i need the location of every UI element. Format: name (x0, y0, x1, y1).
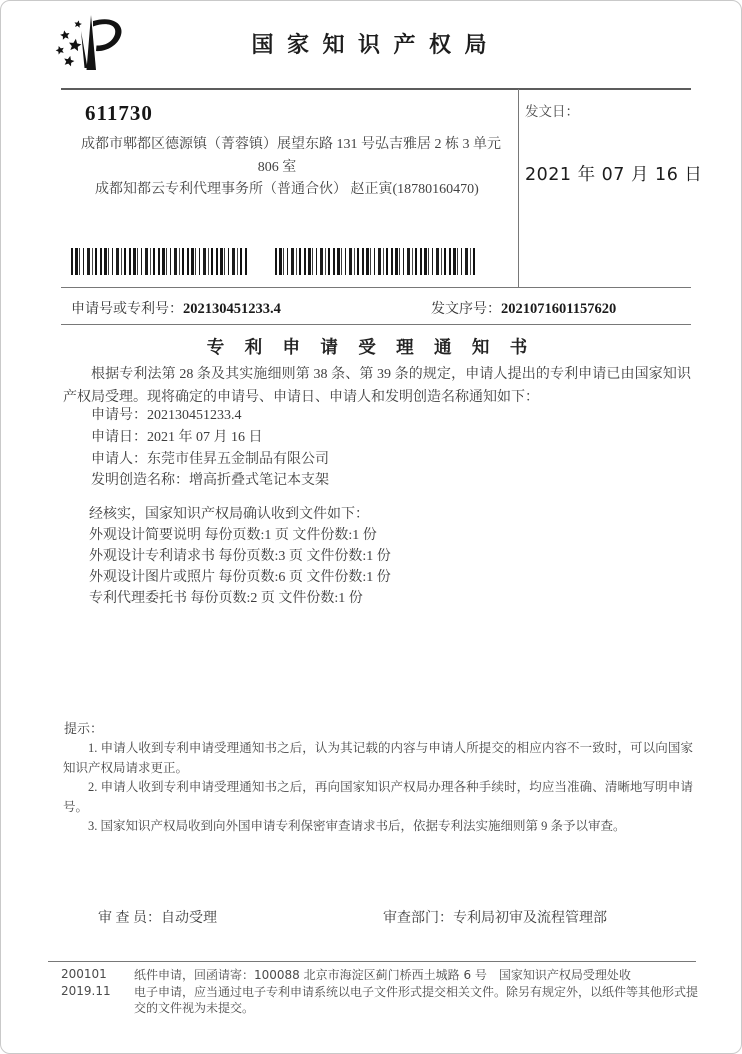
field-label: 申请人： (91, 451, 147, 467)
note-item: 2. 申请人收到专利申请受理通知书之后，再向国家知识产权局办理各种手续时，均应当准确、清晰地写明申请号。 (63, 780, 693, 814)
footer-paper-filing-note: 纸件申请，回函请寄：100088 北京市海淀区蓟门桥西土城路 6 号 国家知识产权局受理处收 (134, 968, 631, 982)
field-row-applicant (91, 449, 329, 471)
received-docs-intro: 经核实，国家知识产权局确认收到文件如下： (89, 507, 369, 522)
examiner-label: 审 查 员： (98, 911, 161, 926)
field-label: 申请号： (91, 408, 147, 423)
field-value: 202130451233.4 (147, 408, 242, 423)
application-fields (91, 405, 329, 492)
application-number-label: 申请号或专利号： (71, 302, 183, 317)
field-row-application-date (91, 427, 329, 449)
document-line: 外观设计简要说明 每份页数:1 页 文件份数:1 份 (89, 528, 377, 543)
serial-number-row (431, 298, 616, 318)
barcode-right (275, 248, 477, 275)
issue-date-label: 发文日： (525, 104, 579, 119)
barcode-left (71, 248, 247, 275)
examiner-row (98, 907, 217, 927)
department-label: 审查部门： (383, 911, 453, 926)
field-value: 2021 年 07 月 16 日 (147, 429, 263, 445)
application-number-value: 202130451233.4 (183, 301, 281, 317)
field-row-invention-name (91, 470, 329, 492)
date-box-divider (518, 89, 519, 287)
org-title: 国 家 知 识 产 权 局 (251, 32, 491, 57)
department-value: 专利局初审及流程管理部 (453, 911, 607, 926)
received-documents (89, 504, 391, 609)
notes-list (63, 739, 693, 837)
footer-electronic-filing-note: 电子申请，应当通过电子专利申请系统以电子文件形式提交相关文件。除另有规定外，以纸件等其他形式提交的文件视为未提交。 (134, 984, 699, 1015)
document-line: 专利代理委托书 每份页数:2 页 文件份数:1 份 (89, 591, 363, 606)
examiner-value: 自动受理 (161, 911, 217, 926)
recipient-postcode: 611730 (85, 101, 153, 125)
serial-number-label: 发文序号： (431, 302, 501, 317)
document-line: 外观设计图片或照片 每份页数:6 页 文件份数:1 份 (89, 570, 391, 585)
header-rule (61, 88, 691, 90)
document-line: 外观设计专利请求书 每份页数:3 页 文件份数:1 份 (89, 549, 391, 564)
note-item: 3. 国家知识产权局收到向外国申请专利保密审查请求书后，依据专利法实施细则第 9 条予以审查。 (88, 819, 626, 833)
recipient-address-line-2: 806 室 (257, 160, 297, 175)
recipient-agency-line: 成都知都云专利代理事务所（普通合伙） 赵正寅(18780160470) (95, 182, 479, 197)
field-value: 东莞市佳昇五金制品有限公司 (147, 451, 329, 467)
serial-number-value: 2021071601157620 (501, 301, 617, 317)
divider-below-numbers (61, 324, 691, 325)
footer-notes (134, 967, 702, 1017)
application-number-row (71, 298, 281, 318)
field-label: 申请日： (91, 429, 147, 445)
issue-date-value: 2021 年 07 月 16 日 (525, 165, 703, 185)
intro-paragraph: 根据专利法第 28 条及其实施细则第 38 条、第 39 条的规定，申请人提出的专利申请已由国家知识产权局受理。现将确定的申请号、申请日、申请人和发明创造名称通知如下： (63, 367, 691, 405)
field-label: 发明创造名称： (91, 473, 189, 489)
footer-rule (48, 961, 696, 962)
notice-title: 专 利 申 请 受 理 通 知 书 (206, 337, 536, 357)
field-row-application-number (91, 405, 329, 427)
recipient-address-line-1: 成都市郫都区德源镇（菁蓉镇）展望东路 131 号弘吉雅居 2 栋 3 单元 (81, 137, 501, 152)
footer-code-1: 200101 (61, 967, 107, 981)
notes-title: 提示： (64, 721, 104, 736)
divider-above-numbers (61, 287, 691, 288)
field-value: 增高折叠式笔记本支架 (189, 473, 329, 489)
department-row (383, 907, 607, 927)
note-item: 1. 申请人收到专利申请受理通知书之后，认为其记载的内容与申请人所提交的相应内容不一致时，可以向国家知识产权局请求更正。 (63, 741, 693, 775)
footer-code-2: 2019.11 (61, 984, 111, 998)
